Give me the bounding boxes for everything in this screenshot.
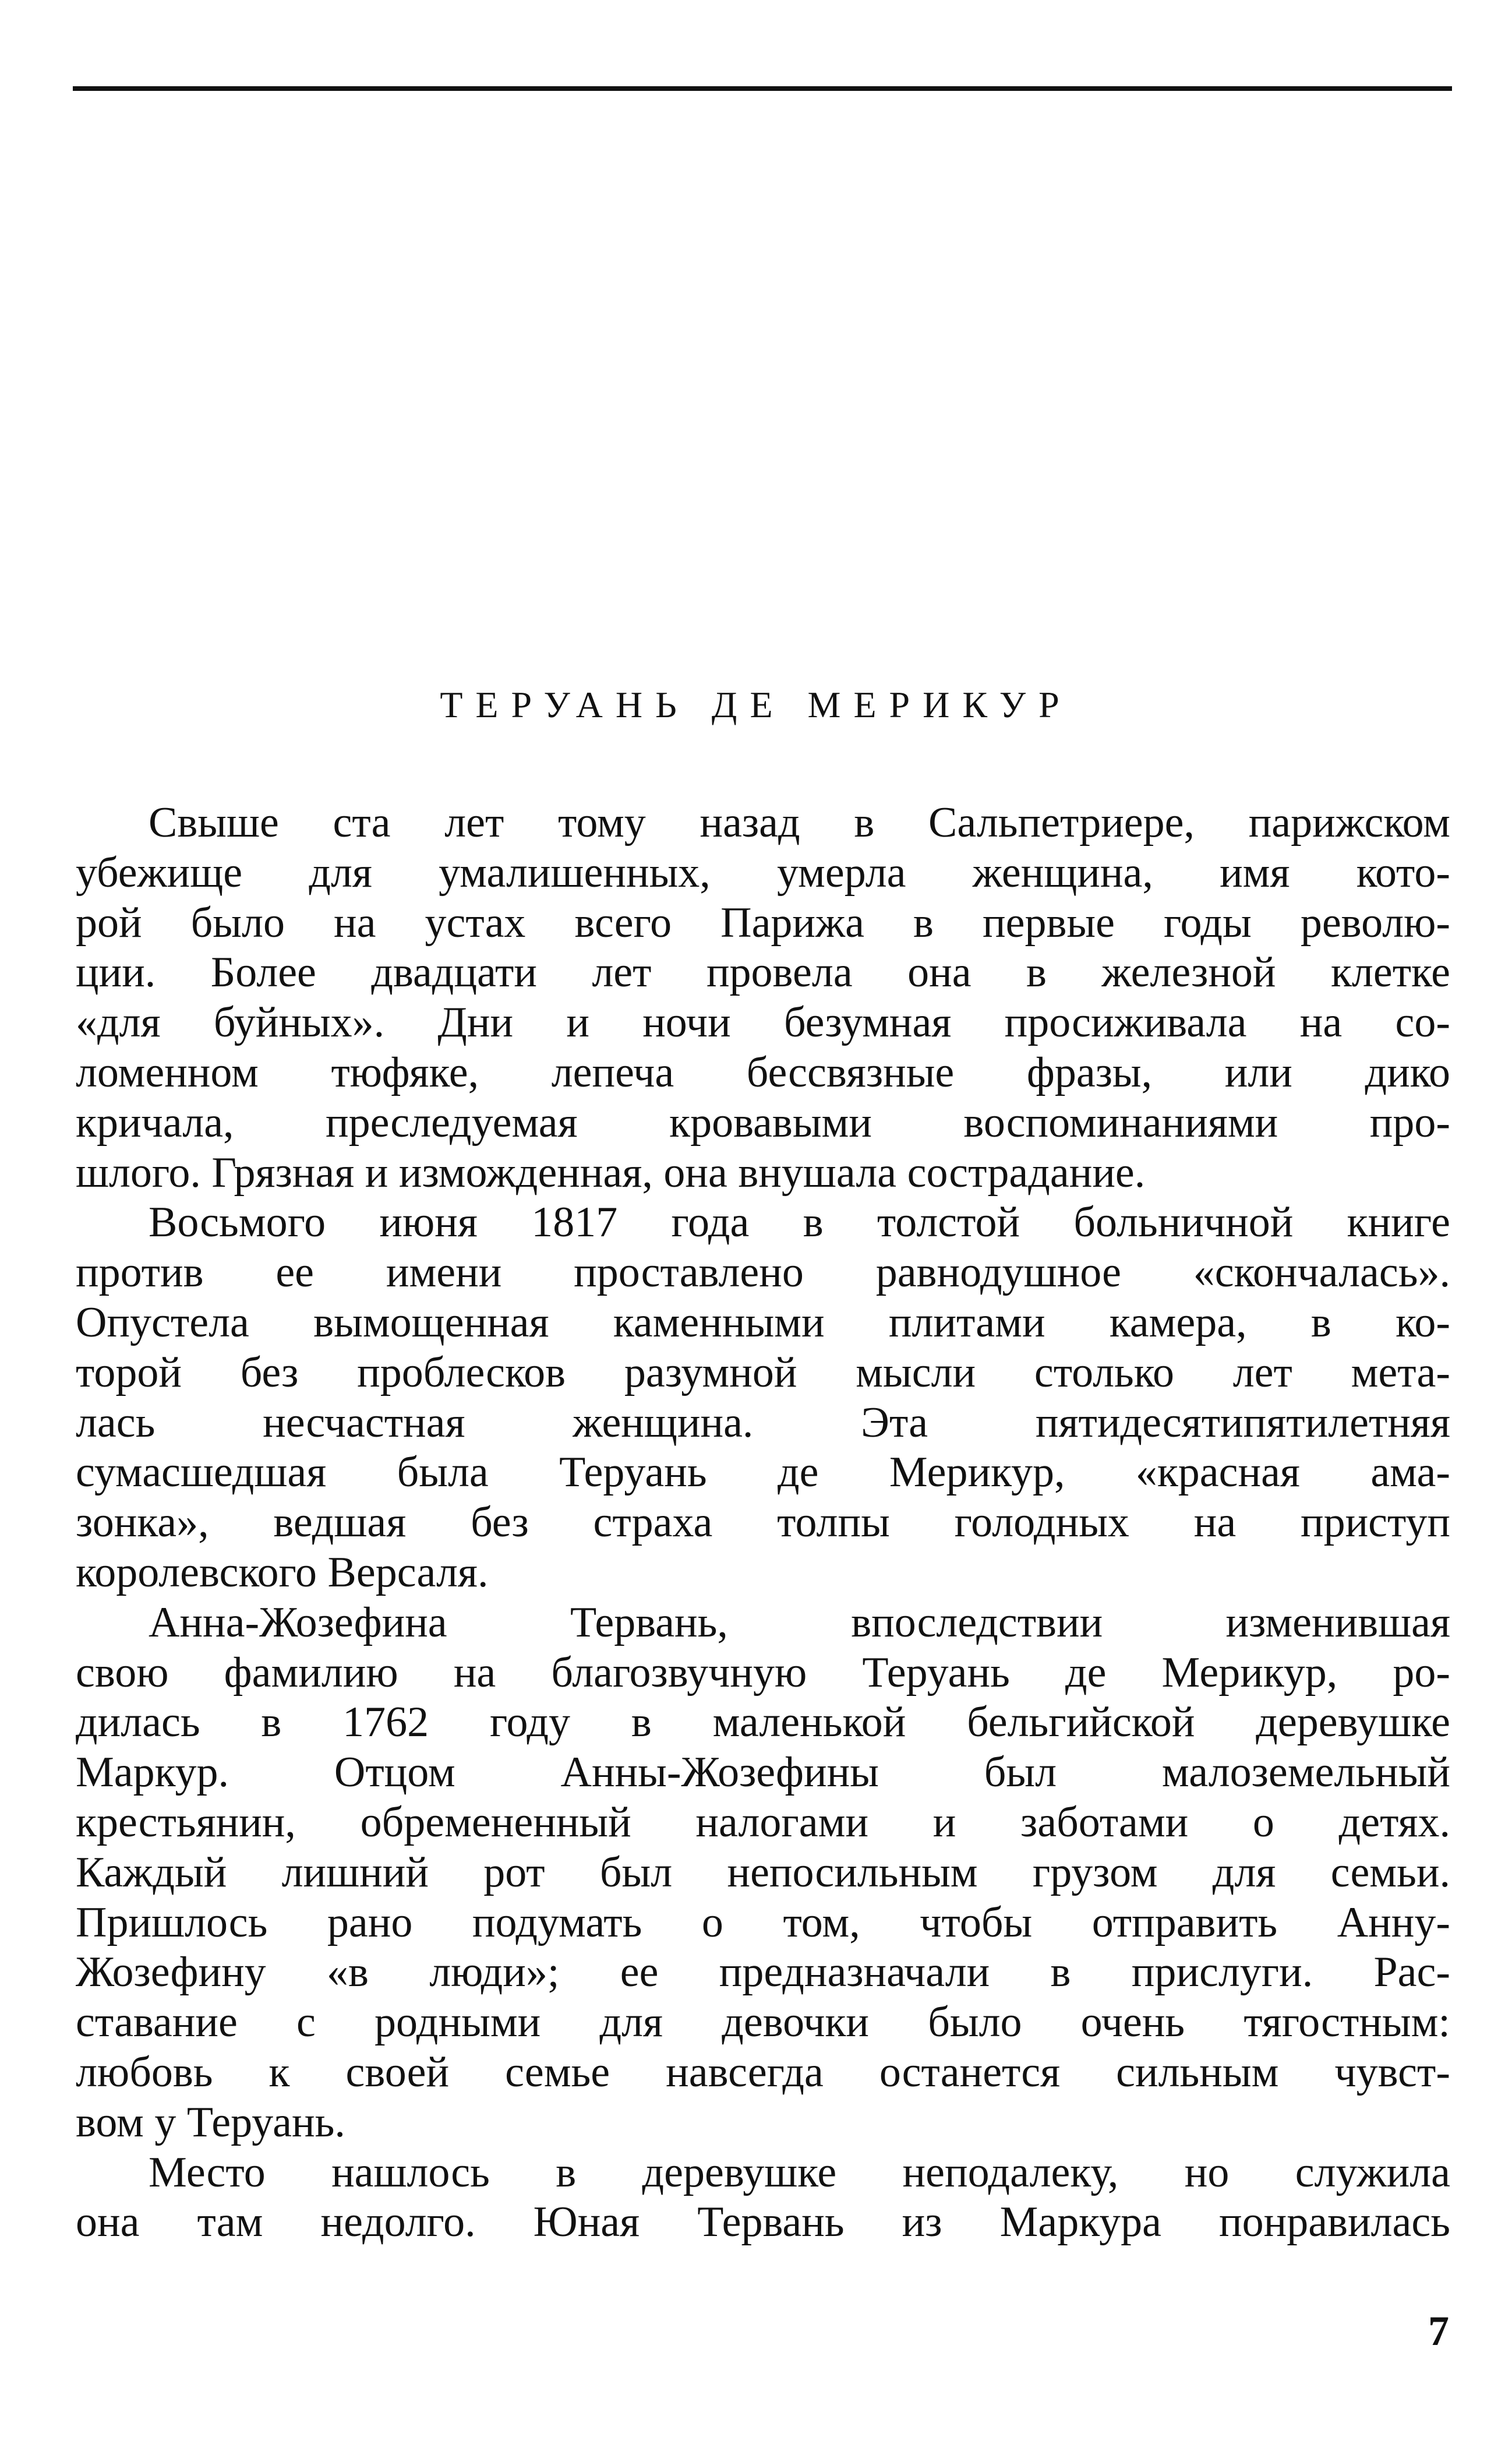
body-text (76, 798, 1450, 2248)
text-line: Каждый лишний рот был непосильным грузом для семьи. (76, 1848, 1450, 1896)
text-line: зонка», ведшая без страха толпы голодных на приступ (76, 1498, 1450, 1547)
chapter-title: ТЕРУАНЬ ДЕ МЕРИКУР (440, 684, 1072, 725)
text-line: свою фамилию на благозвучную Теруань де Мерикур, ро- (76, 1648, 1450, 1697)
page-number: 7 (1428, 2308, 1449, 2354)
text-line: Место нашлось в деревушке неподалеку, но служила (149, 2148, 1450, 2196)
text-line: рой было на устах всего Парижа в первые годы револю- (76, 898, 1450, 947)
text-line: она там недолго. Юная Тервань из Маркура понравилась (76, 2198, 1450, 2246)
text-line: Пришлось рано подумать о том, чтобы отправить Анну- (76, 1898, 1450, 1946)
text-line: Анна-Жозефина Тервань, впоследствии изменившая (149, 1598, 1450, 1646)
text-line: Жозефину «в люди»; ее предназначали в прислуги. Рас- (76, 1948, 1450, 1997)
text-line: Маркур. Отцом Анны-Жозефины был малоземельный (76, 1748, 1450, 1797)
text-line: убежище для умалишенных, умерла женщина, имя кото- (76, 848, 1450, 897)
text-line: вом у Теруань. (76, 2098, 345, 2146)
text-line: «для буйных». Дни и ночи безумная просиживала на со- (76, 999, 1450, 1047)
top-rule (73, 86, 1452, 91)
text-line: сумасшедшая была Теруань де Мерикур, «красная ама- (76, 1448, 1450, 1497)
text-line: дилась в 1762 году в маленькой бельгийской деревушке (76, 1698, 1450, 1747)
text-line: лась несчастная женщина. Эта пятидесятипятилетняя (76, 1398, 1450, 1447)
text-line: Восьмого июня 1817 года в толстой больничной книге (149, 1198, 1450, 1247)
text-line: Опустела вымощенная каменными плитами камера, в ко- (76, 1298, 1450, 1346)
text-line: против ее имени проставлено равнодушное «скончалась». (76, 1249, 1450, 1297)
text-line: Свыше ста лет тому назад в Сальпетриере, парижском (149, 799, 1450, 847)
text-line: кричала, преследуемая кровавыми воспоминаниями про- (76, 1098, 1450, 1147)
text-line: любовь к своей семье навсегда останется сильным чувст- (76, 2048, 1450, 2096)
text-line: ции. Более двадцати лет провела она в железной клетке (76, 948, 1450, 997)
text-line: торой без проблесков разумной мысли столько лет мета- (76, 1348, 1450, 1396)
text-line: ставание с родными для девочки было очень тягостным: (76, 1998, 1450, 2047)
text-line: крестьянин, обремененный налогами и заботами о детях. (76, 1798, 1450, 1846)
text-line: ломенном тюфяке, лепеча бессвязные фразы, или дико (76, 1048, 1450, 1096)
text-line: королевского Версаля. (76, 1548, 489, 1596)
text-line: шлого. Грязная и изможденная, она внушала сострадание. (76, 1148, 1146, 1197)
